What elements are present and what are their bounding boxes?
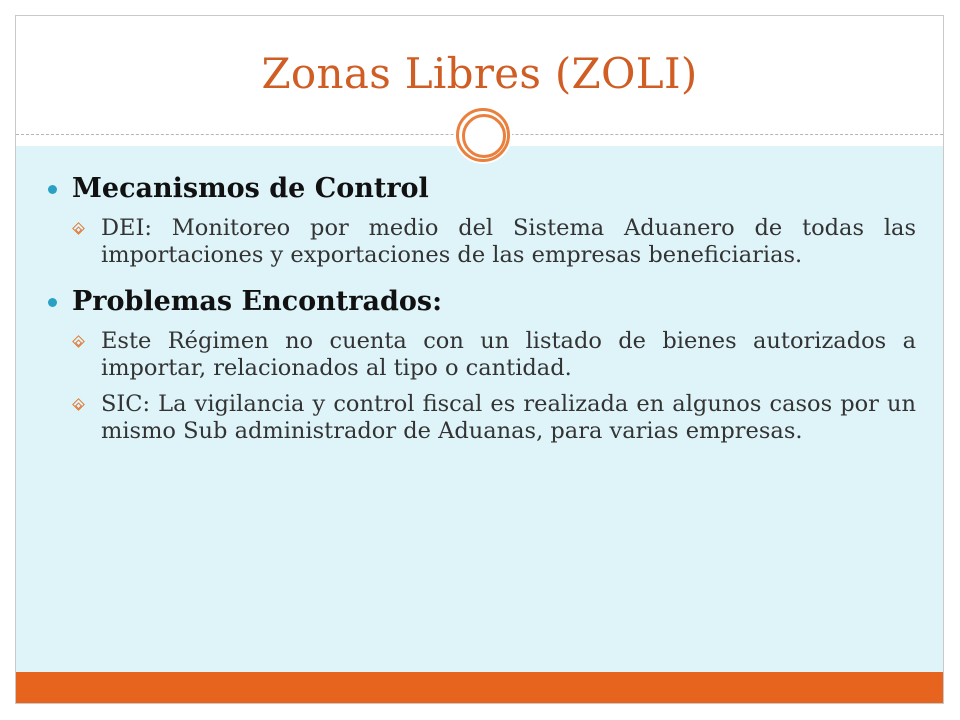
- bullet-list: [46, 170, 916, 445]
- slide-title: Zonas Libres (ZOLI): [261, 49, 698, 98]
- list-item-text: SIC: La vigilancia y control fiscal es realizada en algunos casos por un mismo Sub administrador de Aduanas, para varias empresas.: [101, 391, 916, 444]
- diamond-bullet-icon: [72, 335, 85, 348]
- diamond-bullet-icon: [72, 398, 85, 411]
- heading-text: Mecanismos de Control: [72, 173, 429, 204]
- footer-bar: [16, 672, 943, 703]
- list-item-text: DEI: Monitoreo por medio del Sistema Aduanero de todas las importaciones y exportaciones de las empresas beneficiarias.: [101, 215, 916, 268]
- list-item-text: Este Régimen no cuenta con un listado de bienes autorizados a importar, relacionados al tipo o cantidad.: [101, 328, 916, 381]
- inner-ring: [462, 114, 506, 158]
- diamond-bullet-icon: [72, 222, 85, 235]
- list-item: [46, 215, 916, 269]
- heading-text: Problemas Encontrados:: [72, 286, 443, 317]
- section-heading: [46, 172, 916, 206]
- section-heading: [46, 285, 916, 319]
- list-item: [46, 391, 916, 445]
- circle-ornament-icon: [454, 106, 512, 164]
- round-bullet-icon: [48, 185, 57, 194]
- round-bullet-icon: [48, 298, 57, 307]
- list-item: [46, 328, 916, 382]
